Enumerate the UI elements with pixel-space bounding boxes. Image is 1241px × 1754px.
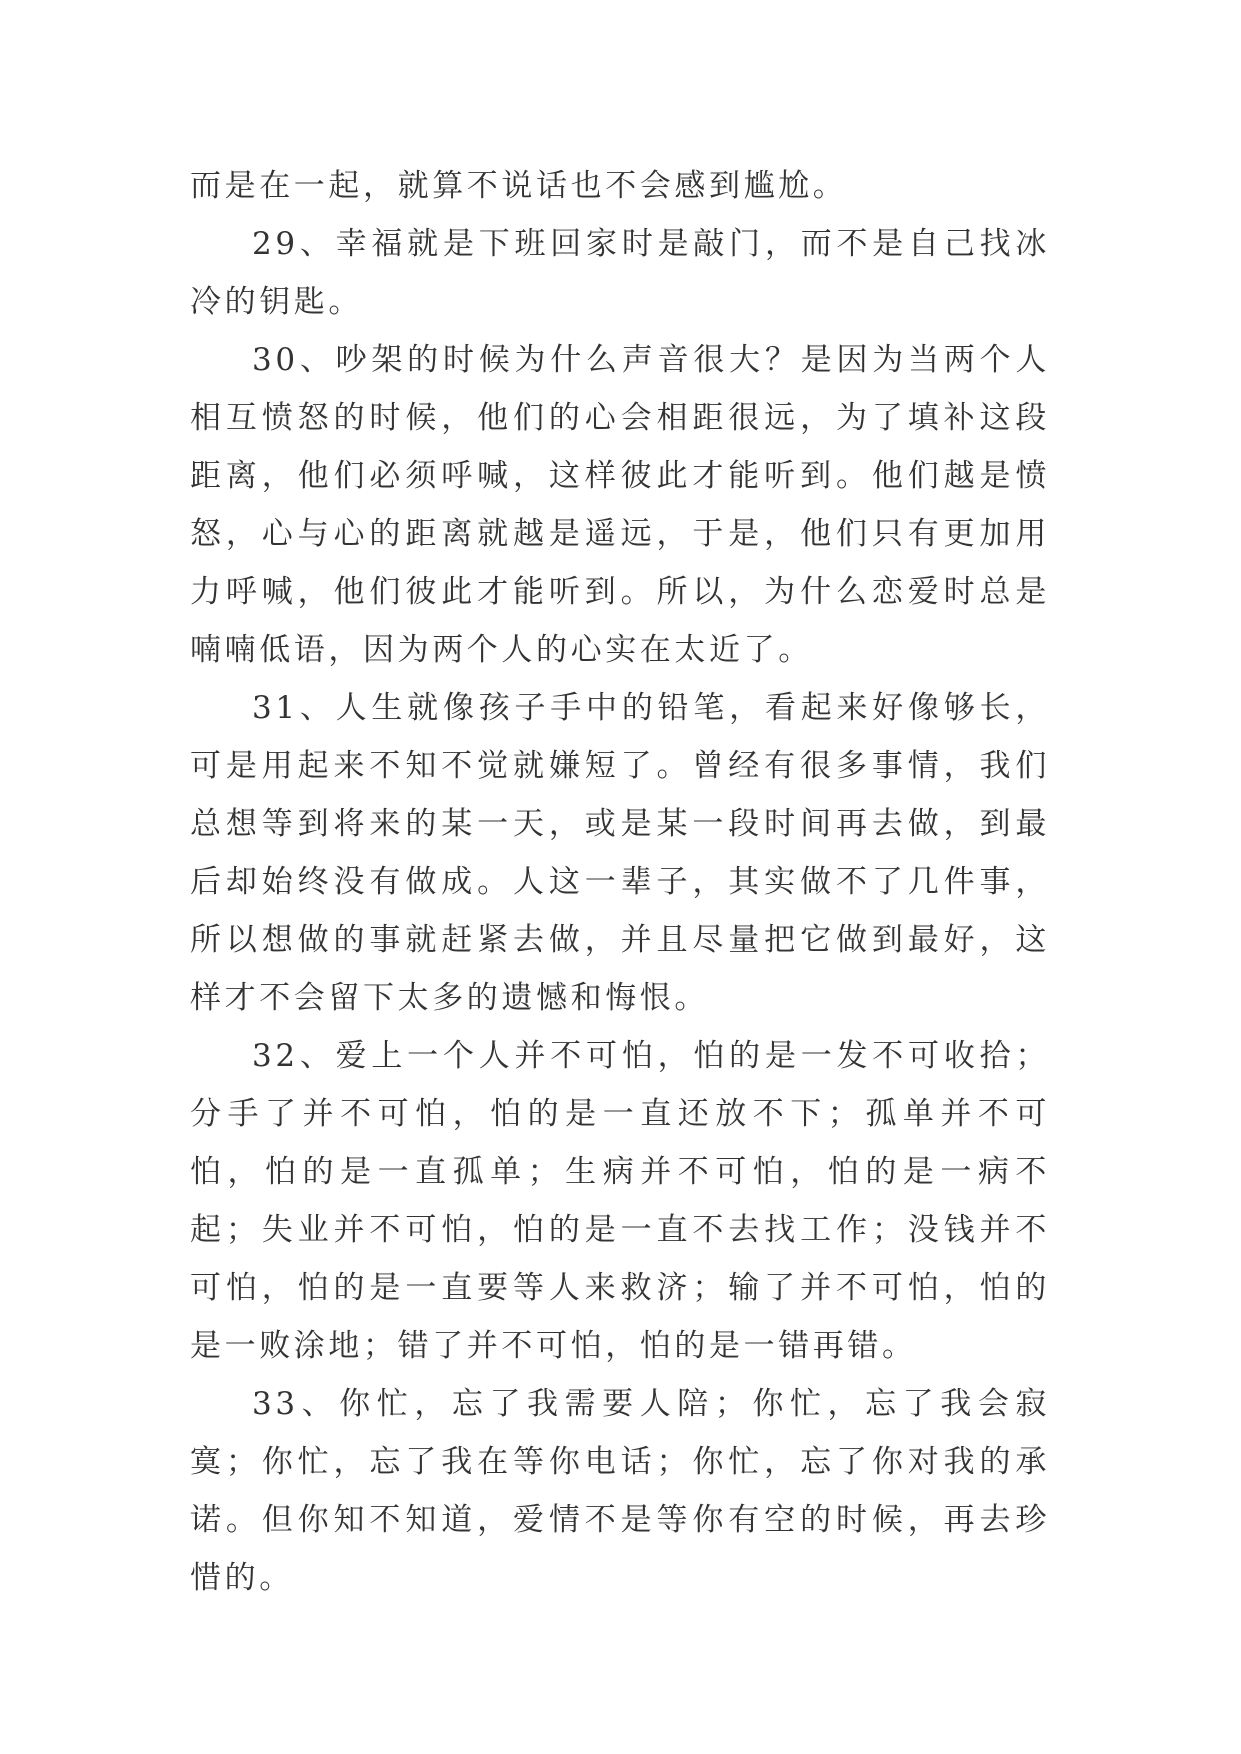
paragraph-32: 32、爱上一个人并不可怕，怕的是一发不可收拾；分手了并不可怕，怕的是一直还放不下；孤单并不可怕，怕的是一直孤单；生病并不可怕，怕的是一病不起；失业并不可怕，怕的是一直不去找工作；没钱并不可怕，怕的是一直要等人来救济；输了并不可怕，怕的是一败涂地；错了并不可怕，怕的是一错再错。 xyxy=(190,1038,1050,1364)
paragraph-29: 29、幸福就是下班回家时是敲门，而不是自己找冰冷的钥匙。 xyxy=(190,226,1050,320)
paragraph-continuation: 而是在一起，就算不说话也不会感到尴尬。 xyxy=(190,168,848,204)
paragraph-30: 30、吵架的时候为什么声音很大？是因为当两个人相互愤怒的时候，他们的心会相距很远，为了填补这段距离，他们必须呼喊，这样彼此才能听到。他们越是愤怒，心与心的距离就越是遥远，于是，他们只有更加用力呼喊，他们彼此才能听到。所以，为什么恋爱时总是喃喃低语，因为两个人的心实在太近了。 xyxy=(190,342,1050,668)
paragraph-31: 31、人生就像孩子手中的铅笔，看起来好像够长，可是用起来不知不觉就嫌短了。曾经有很多事情，我们总想等到将来的某一天，或是某一段时间再去做，到最后却始终没有做成。人这一辈子，其实做不了几件事，所以想做的事就赶紧去做，并且尽量把它做到最好，这样才不会留下太多的遗憾和悔恨。 xyxy=(190,690,1050,1016)
document-body xyxy=(190,157,1050,1607)
paragraph-33: 33、你忙，忘了我需要人陪；你忙，忘了我会寂寞；你忙，忘了我在等你电话；你忙，忘了你对我的承诺。但你知不知道，爱情不是等你有空的时候，再去珍惜的。 xyxy=(190,1386,1050,1596)
